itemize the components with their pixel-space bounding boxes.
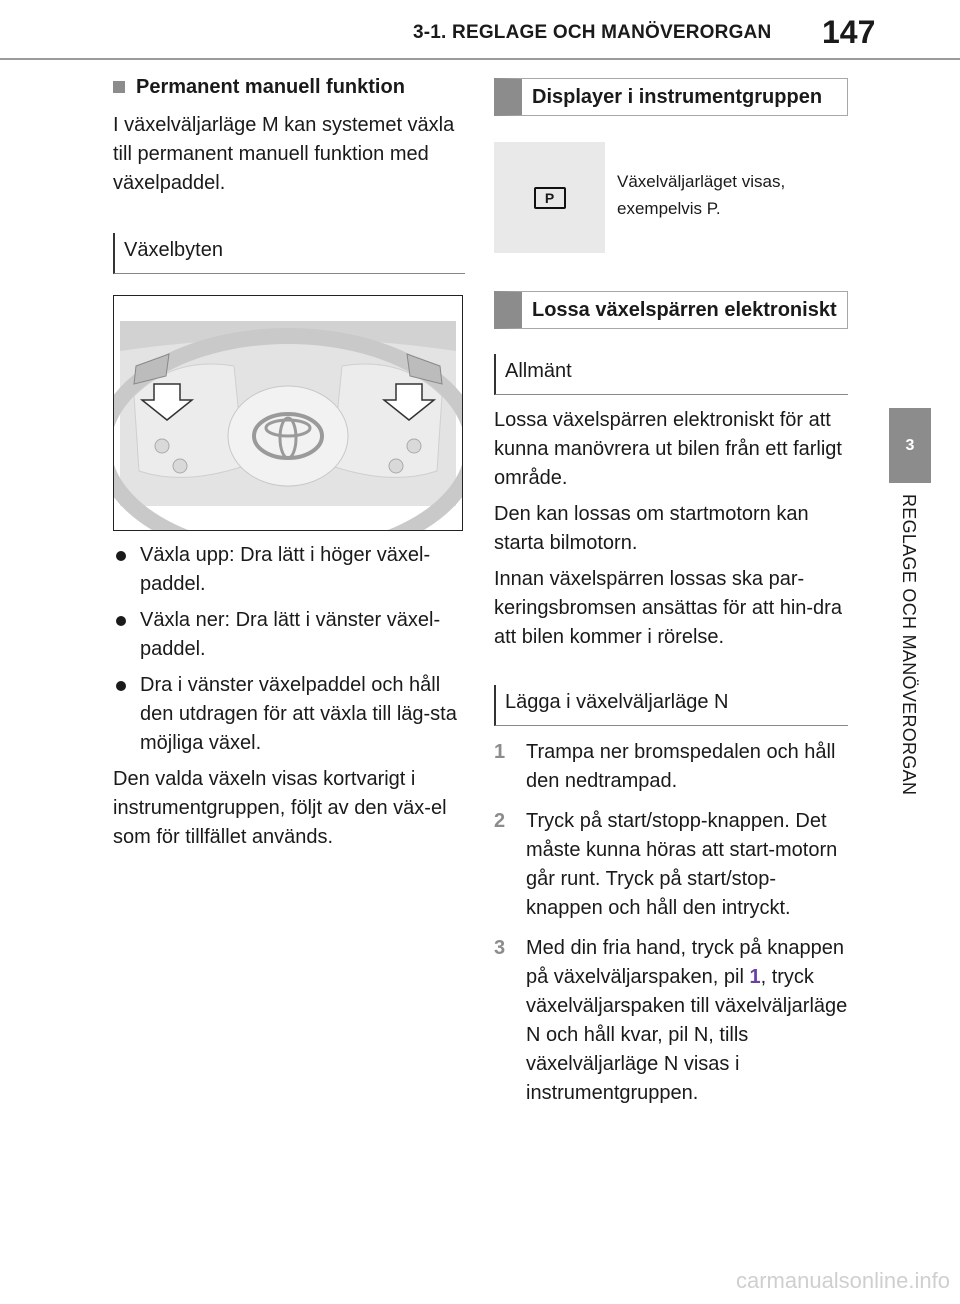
step-number: 1 [494, 741, 506, 763]
subheading-general: Allmänt [494, 354, 848, 395]
watermark: carmanualsonline.info [735, 1268, 950, 1293]
step-number: 3 [494, 937, 506, 959]
box-heading-displays: Displayer i instrumentgruppen [494, 78, 848, 116]
box-heading-release-lock: Lossa växelspärren elektroniskt [494, 291, 848, 329]
intro-paragraph: I växelväljarläge M kan systemet växla till permanent manuell funktion med växelpaddel. [113, 114, 455, 194]
right-column [494, 78, 848, 1119]
step-text-a: Med din fria hand, tryck på knappen på växelväljarspaken, pil [526, 937, 844, 988]
header-divider [0, 58, 960, 60]
chapter-tab [889, 490, 931, 850]
gear-p-icon: P [534, 187, 566, 209]
step-item [494, 738, 848, 796]
steps-list [494, 738, 848, 1108]
list-item: Växla ner: Dra lätt i vänster växel-paddel. [113, 606, 465, 664]
step-text-b: , tryck växelväljarspaken till växelväljarläge N och håll kvar, pil N, tills växelväljarläge N visas i instrumentgruppen. [526, 966, 848, 1104]
running-header: 3-1. REGLAGE OCH MANÖVERORGAN [413, 22, 772, 43]
page-number: 147 [822, 14, 876, 50]
subheading-neutral: Lägga i växelväljarläge N [494, 685, 848, 726]
chapter-tab-label: REGLAGE OCH MANÖVERORGAN [899, 494, 919, 796]
square-bullet-icon [113, 81, 125, 93]
steering-wheel-paddles-icon [114, 296, 462, 530]
left-column [113, 74, 465, 852]
list-item: Växla upp: Dra lätt i höger växel-paddel. [113, 541, 465, 599]
list-item: Dra i vänster växelpaddel och håll den utdragen för att växla till läg-sta möjliga växel. [113, 671, 465, 758]
display-image-cell [494, 142, 605, 253]
paragraph: Lossa växelspärren elektroniskt för att kunna manövrera ut bilen från ett farligt område. [494, 409, 842, 489]
step-number: 2 [494, 810, 506, 832]
step-text: Trampa ner bromspedalen och håll den nedtrampad. [526, 741, 836, 792]
steering-wheel-illustration [113, 295, 463, 531]
step-item [494, 807, 848, 923]
display-table [494, 142, 848, 254]
step-item [494, 934, 848, 1108]
section-heading [113, 74, 465, 100]
subheading-gear-changes: Växelbyten [113, 233, 465, 274]
gear-change-list [113, 541, 465, 758]
arrow-reference-number: 1 [749, 966, 761, 988]
display-description: Växelväljarläget visas, exempelvis P. [617, 172, 786, 218]
step-text: Tryck på start/stopp-knappen. Det måste kunna höras att start-motorn går runt. Tryck på start/stop-knappen och håll den intryckt. [526, 810, 838, 919]
closing-paragraph: Den valda växeln visas kortvarigt i instrumentgruppen, följt av den väx-el som för tillfället används. [113, 768, 447, 848]
paragraph: Den kan lossas om startmotorn kan starta bilmotorn. [494, 503, 809, 554]
paragraph: Innan växelspärren lossas ska par-keringsbromsen ansättas för att hin-dra att bilen kommer i rörelse. [494, 568, 842, 648]
chapter-tab-number: 3 [889, 408, 931, 483]
section-heading-text: Permanent manuell funktion [136, 76, 405, 98]
